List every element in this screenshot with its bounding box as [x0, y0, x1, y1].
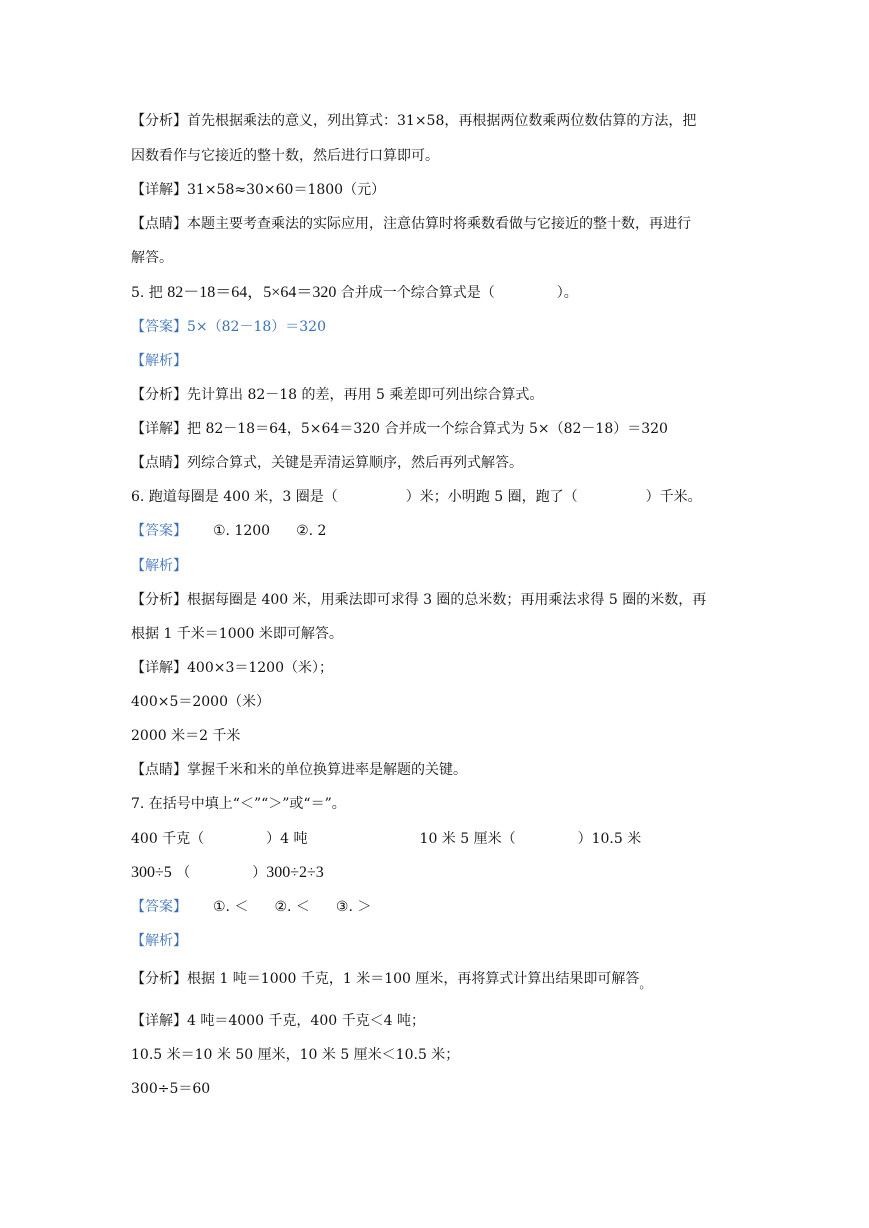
- close-paren: ）: [252, 865, 267, 881]
- answer-line: [131, 521, 326, 541]
- analysis-line-cont: 因数看作与它接近的整十数，然后进行口算即可。: [131, 148, 439, 164]
- comment-line-cont: 解答。: [131, 250, 173, 266]
- explanation-heading: 【解析】: [131, 558, 187, 574]
- detail-line: 2000 米＝2 千米: [131, 728, 241, 744]
- analysis-line: [131, 969, 651, 989]
- question-7-row-2: [131, 863, 324, 883]
- compare-left-3: 300÷5: [131, 864, 172, 881]
- answer-2: ②. ＜: [274, 899, 310, 915]
- separator: ，: [247, 284, 264, 301]
- answer-tag: 【答案】: [131, 899, 187, 915]
- analysis-line-cont: 根据 1 千米＝1000 米即可解答。: [131, 626, 343, 642]
- answer-2: ②. 2: [296, 523, 327, 539]
- compare-left-1: 400 千克（: [131, 831, 205, 847]
- question-number: 5. 把: [131, 285, 163, 301]
- question-text-a: 6. 跑道每圈是 400 米，3 圈是（: [131, 489, 338, 505]
- question-7: 7. 在括号中填上“＜”“＞”或“＝”。: [131, 796, 346, 812]
- detail-line: 300÷5＝60: [131, 1081, 211, 1097]
- comment-line: 【点睛】掌握千米和米的单位换算进率是解题的关键。: [131, 762, 467, 778]
- open-paren: （: [176, 865, 191, 881]
- explanation-heading: 【解析】: [131, 353, 187, 369]
- question-text-c: ）千米。: [645, 489, 702, 505]
- compare-right-2: ）10.5 米: [577, 831, 642, 847]
- detail-line: 400×5＝2000（米）: [131, 694, 270, 710]
- question-text-b: ）米；小明跑 5 圈，跑了（: [405, 489, 578, 505]
- trailing-period: 。: [639, 977, 652, 991]
- equation-1: 82－18＝64: [167, 284, 248, 301]
- detail-line: 【详解】把 82－18＝64，5×64＝320 合并成一个综合算式为 5×（82－18）＝320: [131, 421, 668, 437]
- answer-1: ①. 1200: [213, 523, 271, 539]
- analysis-line: 【分析】首先根据乘法的意义，列出算式：31×58，再根据两位数乘两位数估算的方法，把: [131, 113, 697, 129]
- compare-left-2: 10 米 5 厘米（: [419, 831, 516, 847]
- compare-right-3: 300÷2÷3: [266, 864, 324, 881]
- analysis-text: 【分析】根据 1 吨＝1000 千克，1 米＝100 厘米，再将算式计算出结果即可解答: [131, 971, 640, 987]
- question-7-row-1: [131, 829, 641, 849]
- explanation-heading: 【解析】: [131, 933, 187, 949]
- answer-tag: 【答案】: [131, 523, 187, 539]
- question-6: [131, 487, 702, 507]
- detail-line: 【详解】4 吨＝4000 千克，400 千克＜4 吨；: [131, 1013, 425, 1029]
- question-5: [131, 283, 578, 303]
- equation-2: 5×64＝320: [263, 284, 337, 301]
- answer-line: [131, 897, 371, 917]
- answer-3: ③. ＞: [335, 899, 372, 915]
- answer-line: 【答案】5×（82－18）＝320: [131, 319, 326, 335]
- detail-line: 【详解】400×3＝1200（米）；: [131, 660, 333, 676]
- detail-line: 【详解】31×58≈30×60＝1800（元）: [131, 182, 386, 198]
- analysis-line: 【分析】根据每圈是 400 米，用乘法即可求得 3 圈的总米数；再用乘法求得 5 圈的米数，再: [131, 592, 707, 608]
- detail-line: 10.5 米＝10 米 50 厘米，10 米 5 厘米＜10.5 米；: [131, 1047, 460, 1063]
- analysis-line: 【分析】先计算出 82－18 的差，再用 5 乘差即可列出综合算式。: [131, 387, 544, 403]
- comment-line: 【点睛】列综合算式，关键是弄清运算顺序，然后再列式解答。: [131, 455, 523, 471]
- question-text: 合并成一个综合算式是（: [336, 285, 495, 301]
- question-end: ）。: [556, 285, 578, 301]
- comment-line: 【点睛】本题主要考查乘法的实际应用，注意估算时将乘数看做与它接近的整十数，再进行: [131, 216, 691, 232]
- compare-right-1: ）4 吨: [266, 831, 308, 847]
- answer-1: ①. ＜: [213, 899, 249, 915]
